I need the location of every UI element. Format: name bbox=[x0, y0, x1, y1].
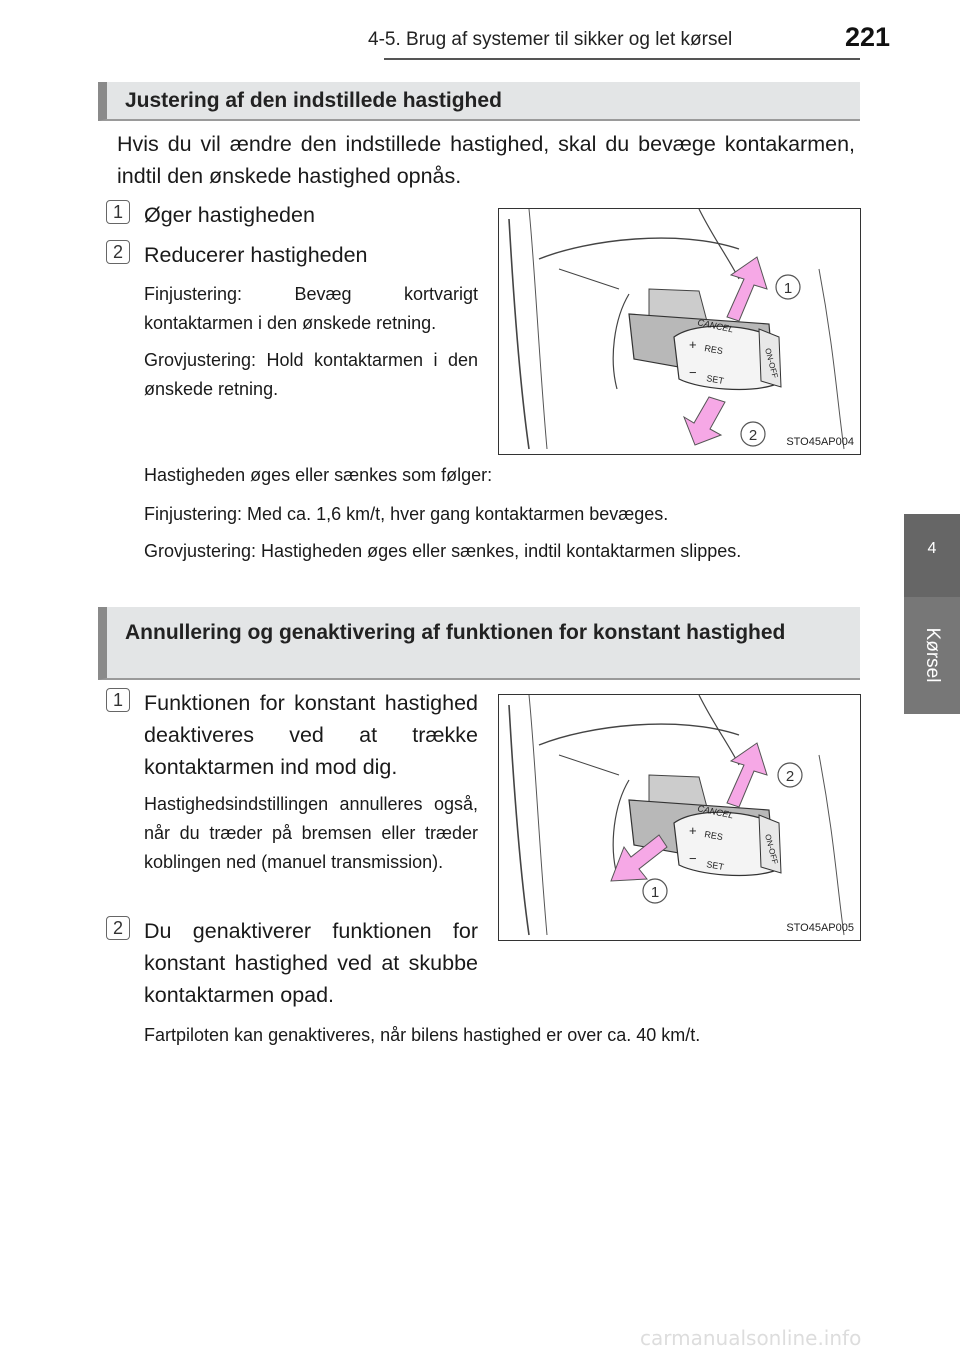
speed-coarse-adjust: Grovjustering: Hastigheden øges eller sænkes, indtil kontaktarmen slippes. bbox=[144, 541, 742, 561]
section-heading-cancel-resume-text: Annullering og genaktivering af funktionen for konstant hastighed bbox=[125, 621, 786, 644]
coarse-adjust-note: Grovjustering: Hold kontaktarmen i den ønskede retning. bbox=[144, 350, 478, 399]
lever-res-label: RES bbox=[703, 343, 724, 357]
lever-plus-label: + bbox=[689, 337, 697, 352]
item-number-badge: 2 bbox=[106, 240, 130, 264]
item-increase-text: Øger hastigheden bbox=[144, 203, 315, 227]
section-heading-cancel-resume bbox=[98, 607, 860, 680]
section-heading-adjust-text: Justering af den indstillede hastighed bbox=[125, 89, 502, 112]
item-number-badge: 1 bbox=[106, 688, 130, 712]
callout-2: 2 bbox=[748, 427, 758, 444]
page-number: 221 bbox=[845, 22, 891, 52]
callout-1: 1 bbox=[783, 280, 793, 297]
lever-cancel-label: CANCEL bbox=[696, 803, 735, 821]
chapter-title: 4-5. Brug af systemer til sikker og let kørsel bbox=[368, 29, 733, 50]
item-number-badge: 2 bbox=[106, 916, 130, 940]
item-number-badge: 1 bbox=[106, 200, 130, 224]
figure-code: STO45AP005 bbox=[786, 922, 854, 934]
lever-minus-label: − bbox=[689, 365, 697, 380]
lever-figure-adjust bbox=[498, 208, 861, 455]
callout-2: 2 bbox=[785, 768, 795, 785]
section1-intro: Hvis du vil ændre den indstillede hastighed, skal du bevæge kontakarmen, indtil den ønskede hastighed opnås. bbox=[117, 132, 855, 188]
resume-function-text: Du genaktiverer funktionen for konstant hastighed ved at skubbe kontaktarmen opad. bbox=[144, 919, 478, 1007]
header-rule bbox=[384, 58, 860, 60]
lever-cancel-label: CANCEL bbox=[696, 317, 735, 335]
figure-code: STO45AP004 bbox=[786, 436, 854, 448]
lever-set-label: SET bbox=[705, 373, 725, 387]
cancel-function-note: Hastighedsindstillingen annulleres også, når du træder på bremsen eller træder koblingen ned (manuel transmission). bbox=[144, 794, 478, 872]
watermark: carmanualsonline.info bbox=[640, 1326, 862, 1350]
chapter-tab-label: Kørsel bbox=[922, 627, 943, 683]
lever-minus-label: − bbox=[689, 851, 697, 866]
arrow-down-icon bbox=[684, 397, 725, 445]
lever-plus-label: + bbox=[689, 823, 697, 838]
fine-adjust-note: Finjustering: Bevæg kortvarigt kontaktarmen i den ønskede retning. bbox=[144, 284, 478, 333]
lever-res-label: RES bbox=[703, 829, 724, 843]
speed-change-intro: Hastigheden øges eller sænkes som følger: bbox=[144, 465, 493, 485]
chapter-tab-number: 4 bbox=[927, 540, 937, 557]
section-heading-adjust bbox=[98, 82, 860, 121]
cancel-function-text: Funktionen for konstant hastighed deaktiveres ved at trække kontaktarmen ind mod dig. bbox=[144, 691, 478, 779]
lever-illustration bbox=[499, 695, 859, 939]
lever-onoff-label: ON-OFF bbox=[763, 833, 780, 866]
speed-fine-adjust: Finjustering: Med ca. 1,6 km/t, hver gang kontaktarmen bevæges. bbox=[144, 504, 669, 524]
lever-illustration bbox=[499, 209, 859, 453]
arrow-up-icon bbox=[727, 743, 767, 807]
arrow-up-icon bbox=[727, 257, 767, 321]
resume-speed-note: Fartpiloten kan genaktiveres, når bilens hastighed er over ca. 40 km/t. bbox=[144, 1025, 701, 1045]
lever-set-label: SET bbox=[705, 859, 725, 873]
item-decrease-text: Reducerer hastigheden bbox=[144, 243, 368, 267]
callout-1: 1 bbox=[650, 884, 660, 901]
lever-onoff-label: ON-OFF bbox=[763, 347, 780, 380]
lever-figure-cancel bbox=[498, 694, 861, 941]
